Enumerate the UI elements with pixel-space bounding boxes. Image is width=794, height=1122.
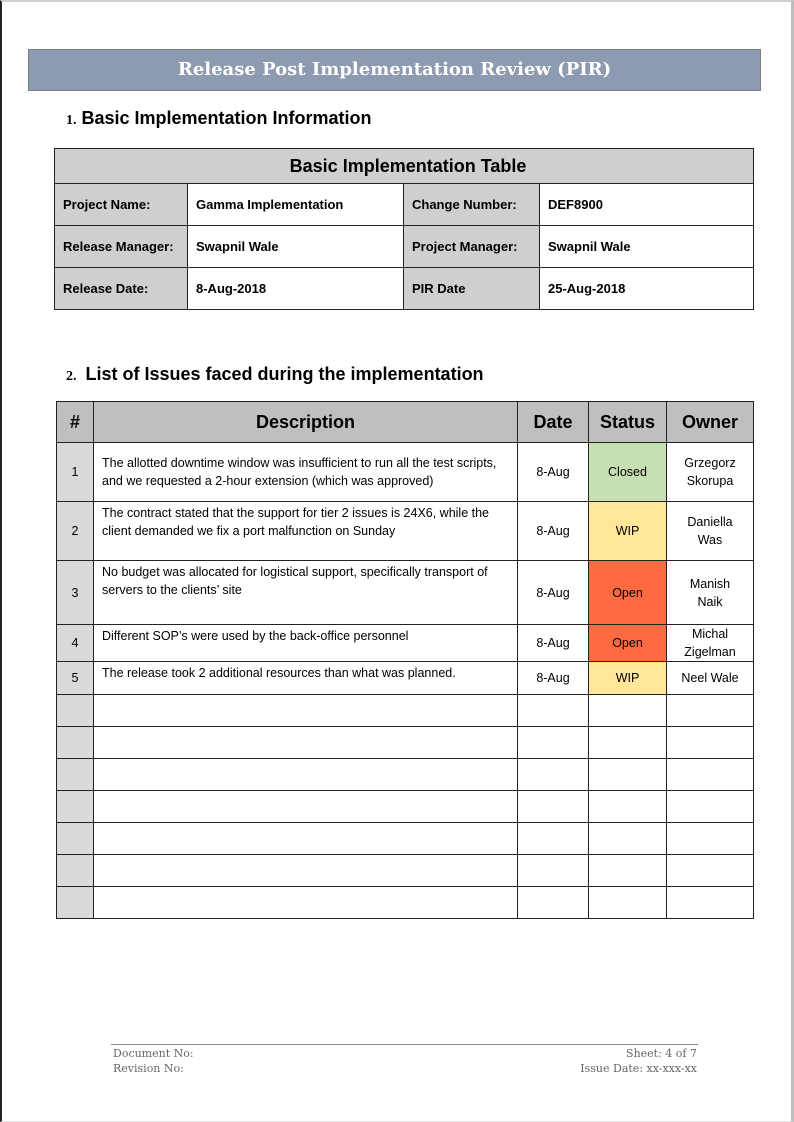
issue-description: The contract stated that the support for tier 2 issues is 24X6, while the client demanded we fix a port malfunction on Sunday <box>94 502 518 561</box>
issue-description: Different SOP’s were used by the back-office personnel <box>94 625 518 662</box>
issue-status: Open <box>589 625 667 662</box>
issue-date: 8-Aug <box>518 625 589 662</box>
issue-owner: Neel Wale <box>667 662 754 695</box>
empty-description-cell <box>94 759 518 791</box>
empty-owner-cell <box>667 695 754 727</box>
table-row <box>55 226 754 268</box>
issue-status: WIP <box>589 662 667 695</box>
empty-description-cell <box>94 887 518 919</box>
issue-description: No budget was allocated for logistical support, specifically transport of servers to the clients’ site <box>94 561 518 625</box>
footer-divider <box>111 1044 698 1045</box>
empty-date-cell <box>518 759 589 791</box>
project-manager-label: Project Manager: <box>404 226 540 268</box>
issue-owner: Manish Naik <box>667 561 754 625</box>
empty-status-cell <box>589 791 667 823</box>
empty-owner-cell <box>667 727 754 759</box>
empty-number-cell <box>57 887 94 919</box>
empty-date-cell <box>518 727 589 759</box>
basic-implementation-table <box>54 148 754 310</box>
release-manager-label: Release Manager: <box>55 226 188 268</box>
release-date-label: Release Date: <box>55 268 188 310</box>
empty-description-cell <box>94 855 518 887</box>
release-date-value: 8-Aug-2018 <box>188 268 404 310</box>
empty-status-cell <box>589 887 667 919</box>
issue-number: 2 <box>57 502 94 561</box>
empty-owner-cell <box>667 855 754 887</box>
empty-description-cell <box>94 695 518 727</box>
empty-number-cell <box>57 855 94 887</box>
header-description: Description <box>94 402 518 443</box>
empty-description-cell <box>94 823 518 855</box>
issue-owner: Daniella Was <box>667 502 754 561</box>
issues-table <box>56 401 754 919</box>
issue-description: The allotted downtime window was insufficient to run all the test scripts, and we requested a 2-hour extension (which was approved) <box>94 443 518 502</box>
project-manager-value: Swapnil Wale <box>540 226 754 268</box>
issue-status: WIP <box>589 502 667 561</box>
empty-status-cell <box>589 823 667 855</box>
header-owner: Owner <box>667 402 754 443</box>
pir-date-label: PIR Date <box>404 268 540 310</box>
issue-status: Open <box>589 561 667 625</box>
sheet-number: Sheet: 4 of 7 <box>626 1047 697 1060</box>
issue-date: 8-Aug <box>518 443 589 502</box>
empty-date-cell <box>518 887 589 919</box>
header-date: Date <box>518 402 589 443</box>
issue-number: 3 <box>57 561 94 625</box>
issue-date: Issue Date: xx-xxx-xx <box>580 1062 697 1075</box>
empty-number-cell <box>57 791 94 823</box>
issue-date: 8-Aug <box>518 561 589 625</box>
section-2-heading <box>66 364 484 385</box>
issue-row <box>57 662 754 695</box>
empty-issue-row <box>57 791 754 823</box>
empty-number-cell <box>57 759 94 791</box>
footer-left <box>113 1046 194 1076</box>
empty-owner-cell <box>667 759 754 791</box>
change-number-value: DEF8900 <box>540 184 754 226</box>
empty-issue-row <box>57 727 754 759</box>
empty-number-cell <box>57 695 94 727</box>
empty-issue-row <box>57 695 754 727</box>
issue-row <box>57 502 754 561</box>
issue-number: 5 <box>57 662 94 695</box>
project-name-label: Project Name: <box>55 184 188 226</box>
section-1-heading <box>66 108 372 129</box>
header-number: # <box>57 402 94 443</box>
empty-status-cell <box>589 759 667 791</box>
issues-header-row <box>57 402 754 443</box>
issue-description: The release took 2 additional resources than what was planned. <box>94 662 518 695</box>
issue-status: Closed <box>589 443 667 502</box>
issue-row <box>57 625 754 662</box>
empty-issue-row <box>57 855 754 887</box>
issue-row <box>57 561 754 625</box>
footer-right <box>580 1046 697 1076</box>
table-row <box>55 184 754 226</box>
empty-number-cell <box>57 727 94 759</box>
project-name-value: Gamma Implementation <box>188 184 404 226</box>
issue-date: 8-Aug <box>518 662 589 695</box>
empty-date-cell <box>518 695 589 727</box>
empty-owner-cell <box>667 887 754 919</box>
section-1-title: Basic Implementation Information <box>81 108 372 128</box>
empty-owner-cell <box>667 791 754 823</box>
empty-date-cell <box>518 855 589 887</box>
section-1-number: 1. <box>66 113 77 128</box>
release-manager-value: Swapnil Wale <box>188 226 404 268</box>
table-row <box>55 268 754 310</box>
issue-number: 1 <box>57 443 94 502</box>
revision-number-label: Revision No: <box>113 1062 184 1075</box>
empty-issue-row <box>57 823 754 855</box>
issue-number: 4 <box>57 625 94 662</box>
issue-owner: Grzegorz Skorupa <box>667 443 754 502</box>
header-status: Status <box>589 402 667 443</box>
empty-status-cell <box>589 855 667 887</box>
empty-date-cell <box>518 791 589 823</box>
pir-date-value: 25-Aug-2018 <box>540 268 754 310</box>
document-number-label: Document No: <box>113 1047 194 1060</box>
empty-status-cell <box>589 695 667 727</box>
issue-owner: Michal Zigelman <box>667 625 754 662</box>
issue-row <box>57 443 754 502</box>
table-caption: Basic Implementation Table <box>55 149 754 184</box>
document-title: Release Post Implementation Review (PIR) <box>28 49 761 91</box>
empty-description-cell <box>94 791 518 823</box>
empty-date-cell <box>518 823 589 855</box>
section-2-number: 2. <box>66 369 77 384</box>
issue-date: 8-Aug <box>518 502 589 561</box>
empty-number-cell <box>57 823 94 855</box>
empty-issue-row <box>57 887 754 919</box>
section-2-title: List of Issues faced during the implementation <box>85 364 484 384</box>
empty-owner-cell <box>667 823 754 855</box>
empty-status-cell <box>589 727 667 759</box>
empty-description-cell <box>94 727 518 759</box>
change-number-label: Change Number: <box>404 184 540 226</box>
empty-issue-row <box>57 759 754 791</box>
